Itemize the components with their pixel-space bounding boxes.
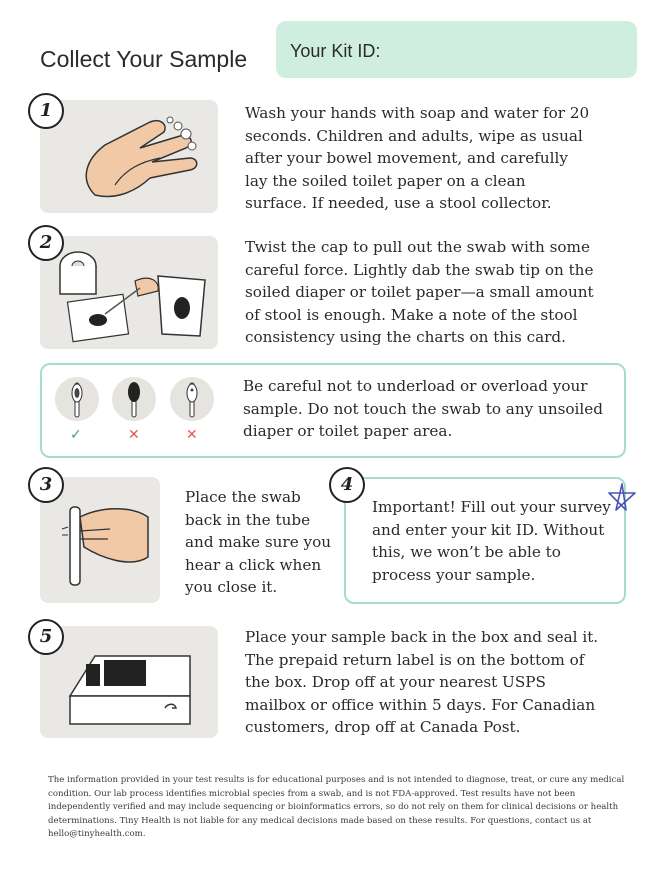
step-5-text: Place your sample back in the box and seal it. The prepaid return label is on the bottom of the box. Drop off at your nearest USPS mailbox or office within 5 days. For Canadian customers, drop off at Canada Post. [245,628,599,737]
swab-overloaded-icon [112,377,156,421]
cross-icon: ✕ [186,427,198,443]
step-1-number: 1 [28,93,64,129]
step-2-number: 2 [28,225,64,261]
disclaimer-text: The information provided in your test results is for educational purposes and is not intended to diagnose, treat, or cure any medical condition. Our lab process identifies microbial species from a swab, and is not FDA-approved. Test results have not been independently verified and may include sequencing or bioinformatics errors, so do not rely on them for clinical decisions or health determinations. Tiny Health is not liable for any medical decisions made based on these results. For questions, contact us at hello@tinyhealth.com. [48,775,625,840]
star-icon [606,482,638,518]
kit-id-box [276,21,637,78]
caution-box [40,363,626,458]
caution-text: Be careful not to underload or overload your sample. Do not touch the swab to any unsoiled diaper or toilet paper area. [243,377,603,441]
step-4-text: Important! Fill out your survey and enter your kit ID. Without this, we won’t be able to process your sample. [372,498,611,584]
swab-correct-icon [55,377,99,421]
step-5-number: 5 [28,619,64,655]
step-2-text: Twist the cap to pull out the swab with some careful force. Lightly dab the swab tip on the soiled diaper or toilet paper—a small amount of stool is enough. Make a note of the stool consistency using the charts on this card. [245,238,594,347]
step-3-text: Place the swab back in the tube and make sure you hear a click when you close it. [185,488,332,597]
step-3-number: 3 [28,467,64,503]
check-icon: ✓ [70,427,82,443]
swab-underloaded-icon [170,377,214,421]
kit-id-label: Your Kit ID: [290,41,381,61]
hand-washing-illustration [40,100,218,213]
page-title: Collect Your Sample [40,46,248,72]
step-4-number: 4 [329,467,365,503]
swab-diaper-illustration [40,236,218,349]
cross-icon: ✕ [128,427,140,443]
important-box [344,477,626,604]
step-1-text: Wash your hands with soap and water for 20 seconds. Children and adults, wipe as usual after your bowel movement, and carefully lay the soiled toilet paper on a clean surface. If needed, use a stool collector. [245,104,590,213]
box-seal-illustration [40,626,218,738]
